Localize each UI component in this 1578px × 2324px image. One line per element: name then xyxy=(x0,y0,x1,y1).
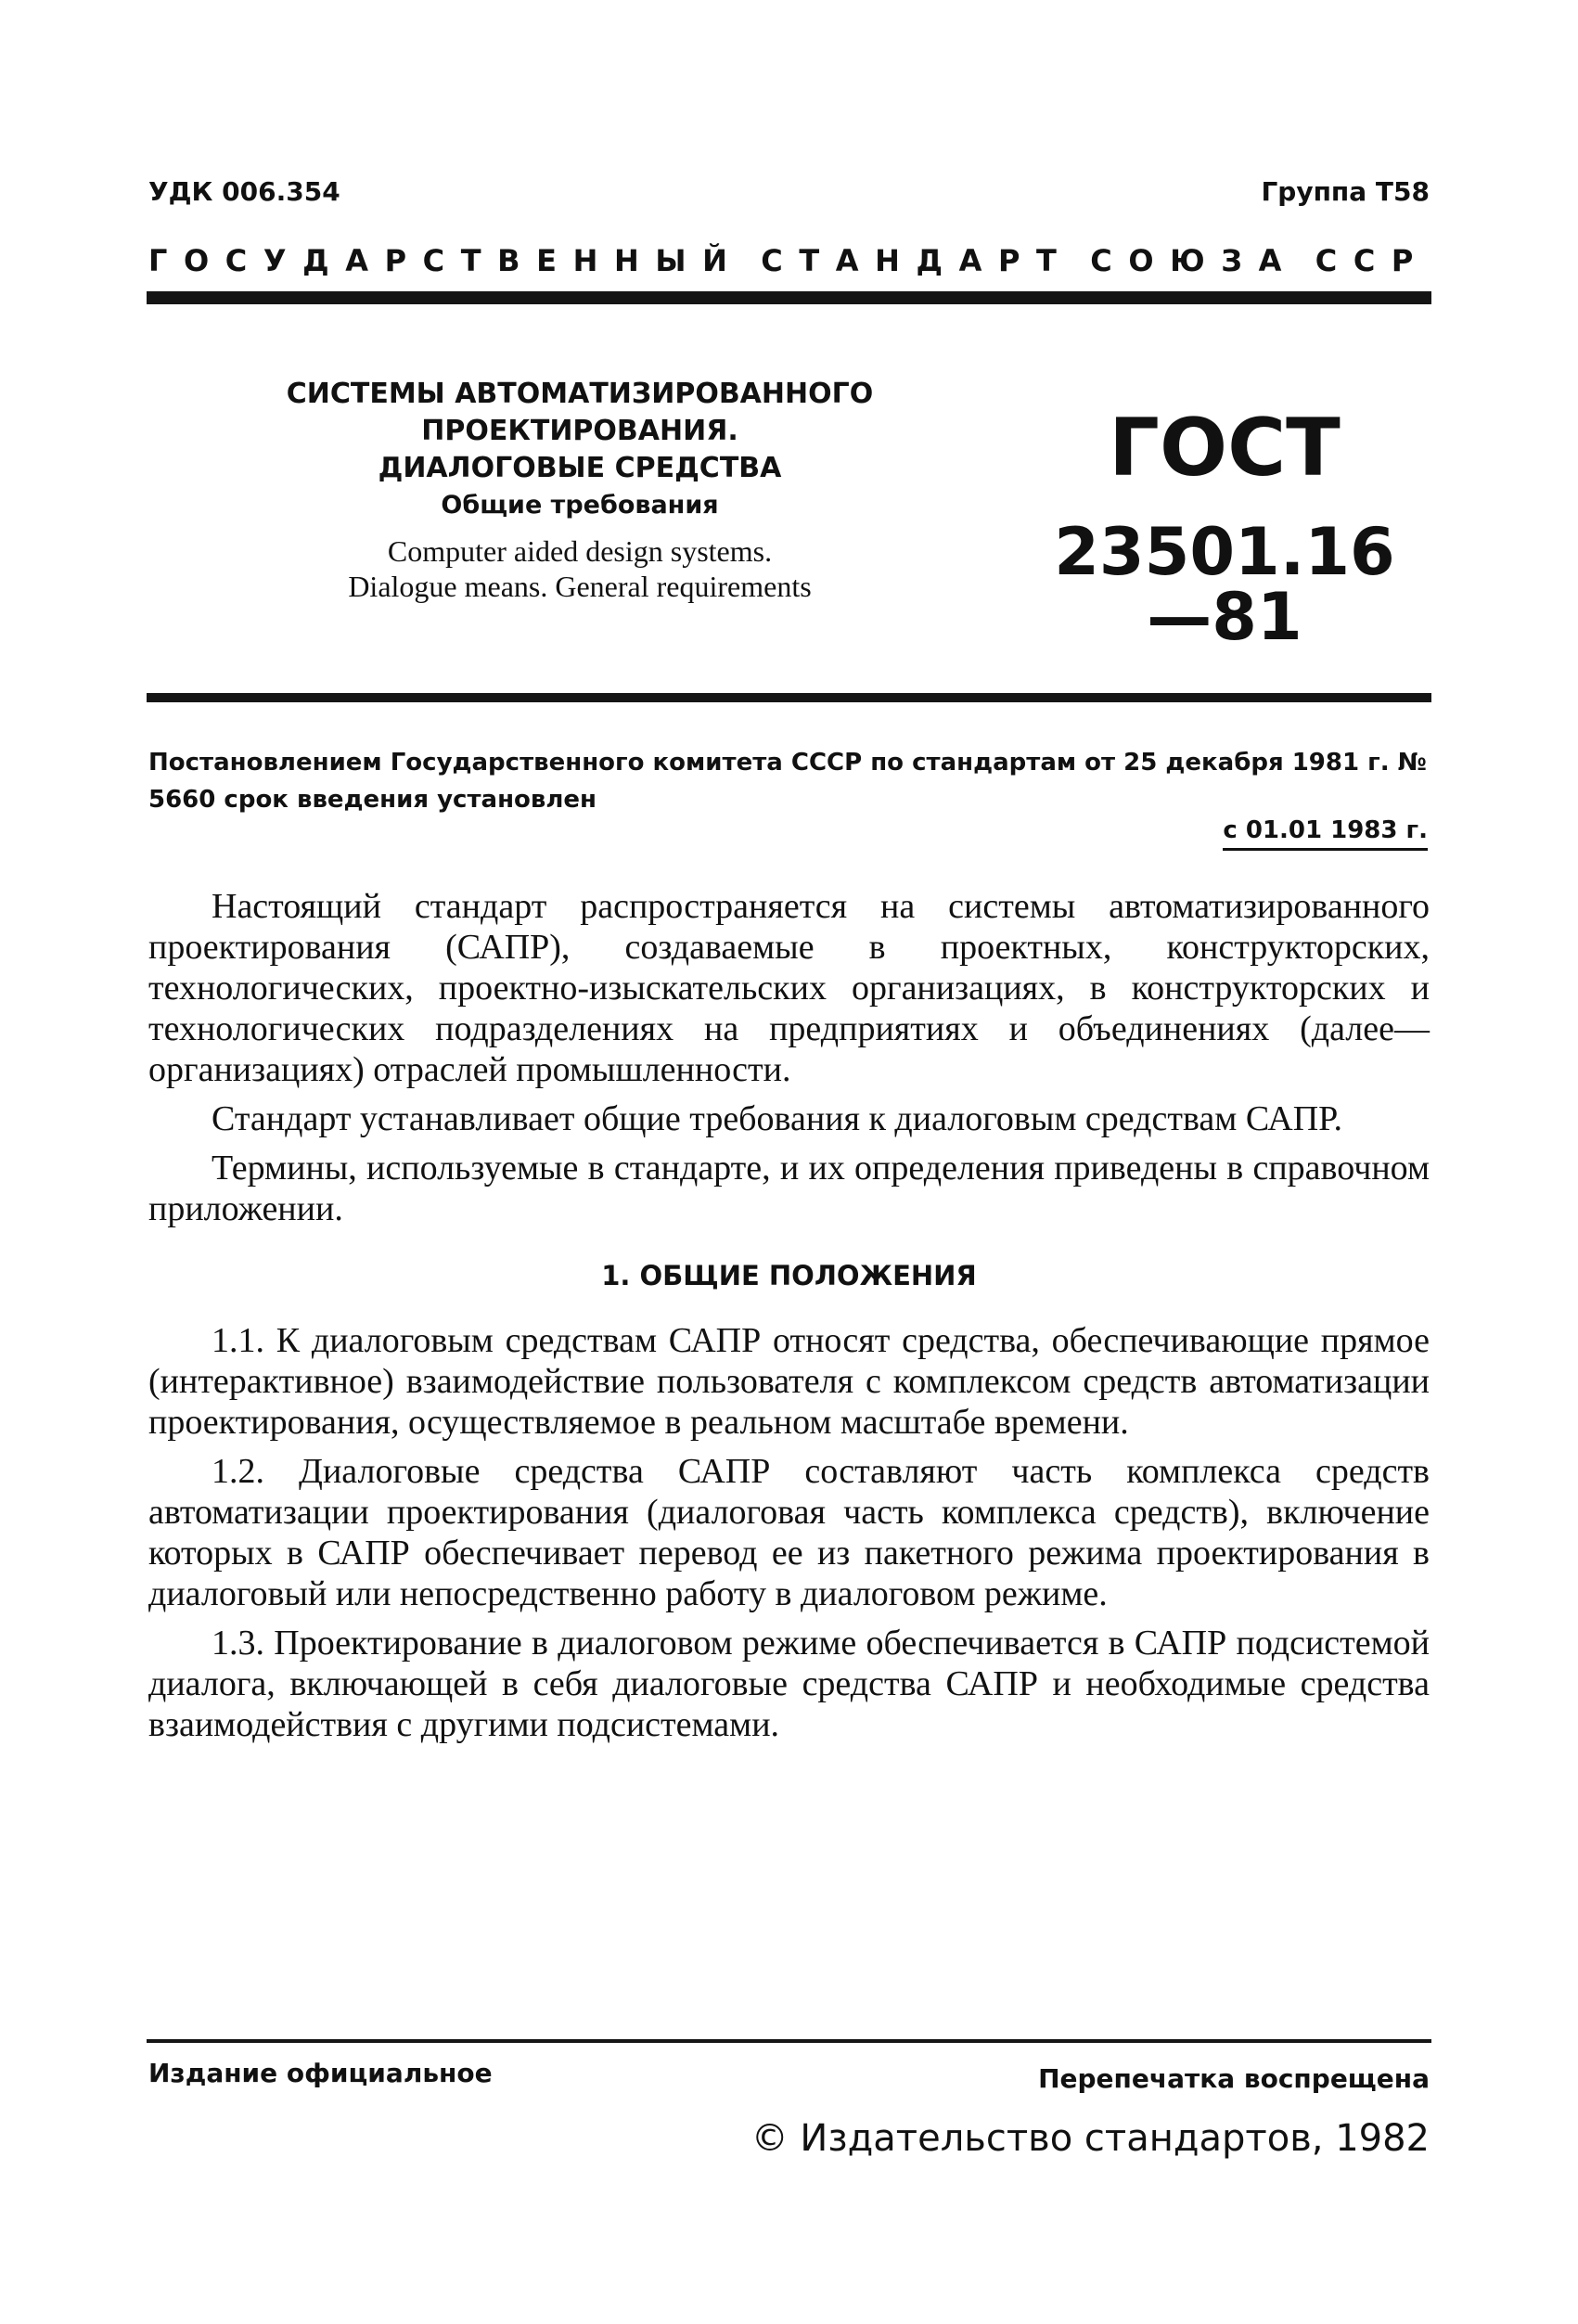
title-rule xyxy=(147,693,1431,702)
title-block xyxy=(269,376,891,604)
decree-text: Постановлением Государственного комитета СССР по стандартам от 25 декабря 1981 г. № 5660 срок введения установлен xyxy=(148,749,1427,814)
title-line: ДИАЛОГОВЫЕ СРЕДСТВА xyxy=(378,452,782,484)
document-body xyxy=(148,886,1430,1753)
footer-rule xyxy=(147,2039,1431,2043)
paragraph: 1.3. Проектирование в диалоговом режиме обеспечивается в САПР подсистемой диалога, включающей в себя диалоговые средства САПР и необходимые средства взаимодействия с другими подсистемами. xyxy=(148,1624,1430,1744)
state-standard-banner xyxy=(148,243,1430,278)
paragraph: Настоящий стандарт распространяется на системы автоматизированного проектирования (САПР), создаваемые в проектных, конструкторских, технологических, проектно-изыскательских организациях, в конструкторских и технологических подразделениях на предприятиях и объединениях (далее—организациях) отраслей промышленности. xyxy=(148,887,1430,1089)
title-line: ПРОЕКТИРОВАНИЯ. xyxy=(421,415,738,447)
group-code: Группа Т58 xyxy=(1261,176,1430,207)
english-title-line: Computer aided design systems. xyxy=(387,534,773,568)
section-heading: 1. ОБЩИЕ ПОЛОЖЕНИЯ xyxy=(601,1260,977,1291)
paragraph: Термины, используемые в стандарте, и их определения приведены в справочном приложении. xyxy=(148,1149,1430,1228)
gost-number: 23501.16—81 xyxy=(1054,514,1395,655)
title-line: СИСТЕМЫ АВТОМАТИЗИРОВАННОГО xyxy=(286,378,874,410)
paragraph: 1.1. К диалоговым средствам САПР относят средства, обеспечивающие прямое (интерактивное) взаимодействие пользователя с комплексом средств автоматизации проектирования, осуществляемое в реальном масштабе времени. xyxy=(148,1321,1430,1442)
official-edition: Издание официальное xyxy=(148,2058,493,2088)
title-subtitle: Общие требования xyxy=(441,491,719,520)
udk-code: УДК 006.354 xyxy=(148,176,340,207)
english-title xyxy=(269,533,891,604)
banner-word: ССР xyxy=(1315,243,1430,278)
gost-label: ГОСТ xyxy=(1109,402,1341,494)
paragraph: Стандарт устанавливает общие требования к диалоговым средствам САПР. xyxy=(212,1099,1343,1138)
effective-date: с 01.01 1983 г. xyxy=(1223,815,1428,851)
paragraph: 1.2. Диалоговые средства САПР составляют часть комплекса средств автоматизации проектирования (диалоговая часть комплекса средств), включение которых в САПР обеспечивает перевод ее из пакетного режима проектирования в диалоговый или непосредственно работу в диалоговом режиме. xyxy=(148,1452,1430,1613)
english-title-line: Dialogue means. General requirements xyxy=(348,570,812,603)
banner-word: ГОСУДАРСТВЕННЫЙ xyxy=(148,243,744,278)
banner-word: СТАНДАРТ xyxy=(761,243,1073,278)
header-rule xyxy=(147,291,1431,304)
banner-word: СОЮЗА xyxy=(1090,243,1298,278)
publisher-copyright: © Издательство стандартов, 1982 xyxy=(751,2117,1430,2160)
reprint-prohibited: Перепечатка воспрещена xyxy=(1038,2063,1430,2094)
